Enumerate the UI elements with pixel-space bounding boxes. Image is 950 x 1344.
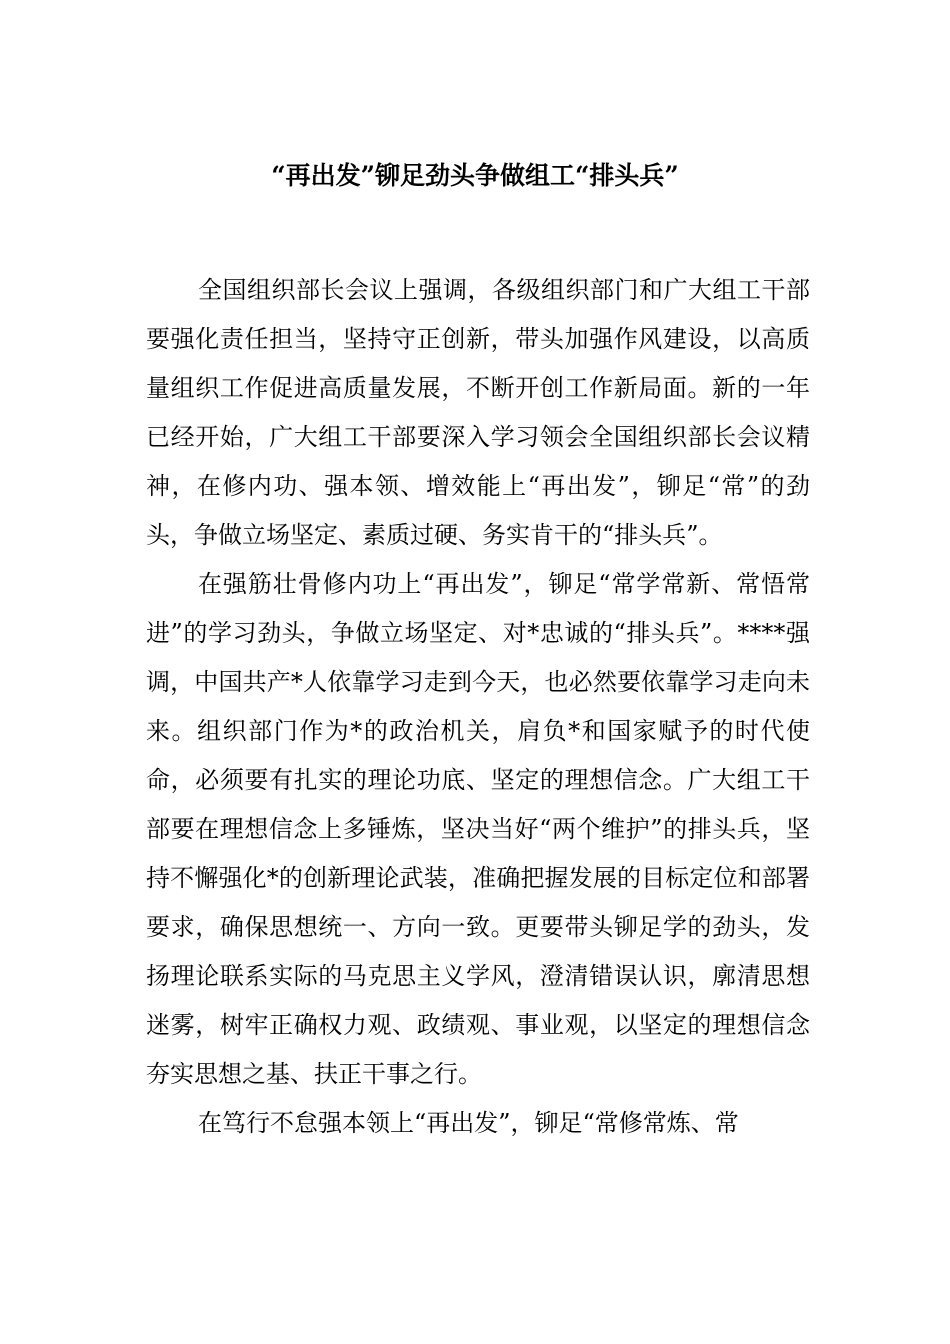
paragraph-1: 全国组织部长会议上强调，各级组织部门和广大组工干部要强化责任担当，坚持守正创新，带头加强作风建设，以高质量组织工作促进高质量发展，不断开创工作新局面。新的一年已经开始，广大组工干部要深入学习领会全国组织部长会议精神，在修内功、强本领、增效能上“再出发”，铆足“常”的劲头，争做立场坚定、素质过硬、务实肯干的“排头兵”。 (146, 276, 810, 549)
paragraph-3: 在笃行不怠强本领上“再出发”，铆足“常修常炼、常 (198, 1109, 739, 1137)
document-body (146, 266, 810, 1148)
paragraph-2: 在强筋壮骨修内功上“再出发”，铆足“常学常新、常悟常进”的学习劲头，争做立场坚定、对*忠诚的“排头兵”。****强调，中国共产*人依靠学习走到今天，也必然要依靠学习走向未来。组织部门作为*的政治机关，肩负*和国家赋予的时代使命，必须要有扎实的理论功底、坚定的理想信念。广大组工干部要在理想信念上多锤炼，坚决当好“两个维护”的排头兵，坚持不懈强化*的创新理论武装，准确把握发展的目标定位和部署要求，确保思想统一、方向一致。更要带头铆足学的劲头，发扬理论联系实际的马克思主义学风，澄清错误认识，廓清思想迷雾，树牢正确权力观、政绩观、事业观，以坚定的理想信念夯实思想之基、扶正干事之行。 (146, 570, 810, 1088)
document-title: “再出发”铆足劲头争做组工“排头兵” (271, 161, 679, 190)
